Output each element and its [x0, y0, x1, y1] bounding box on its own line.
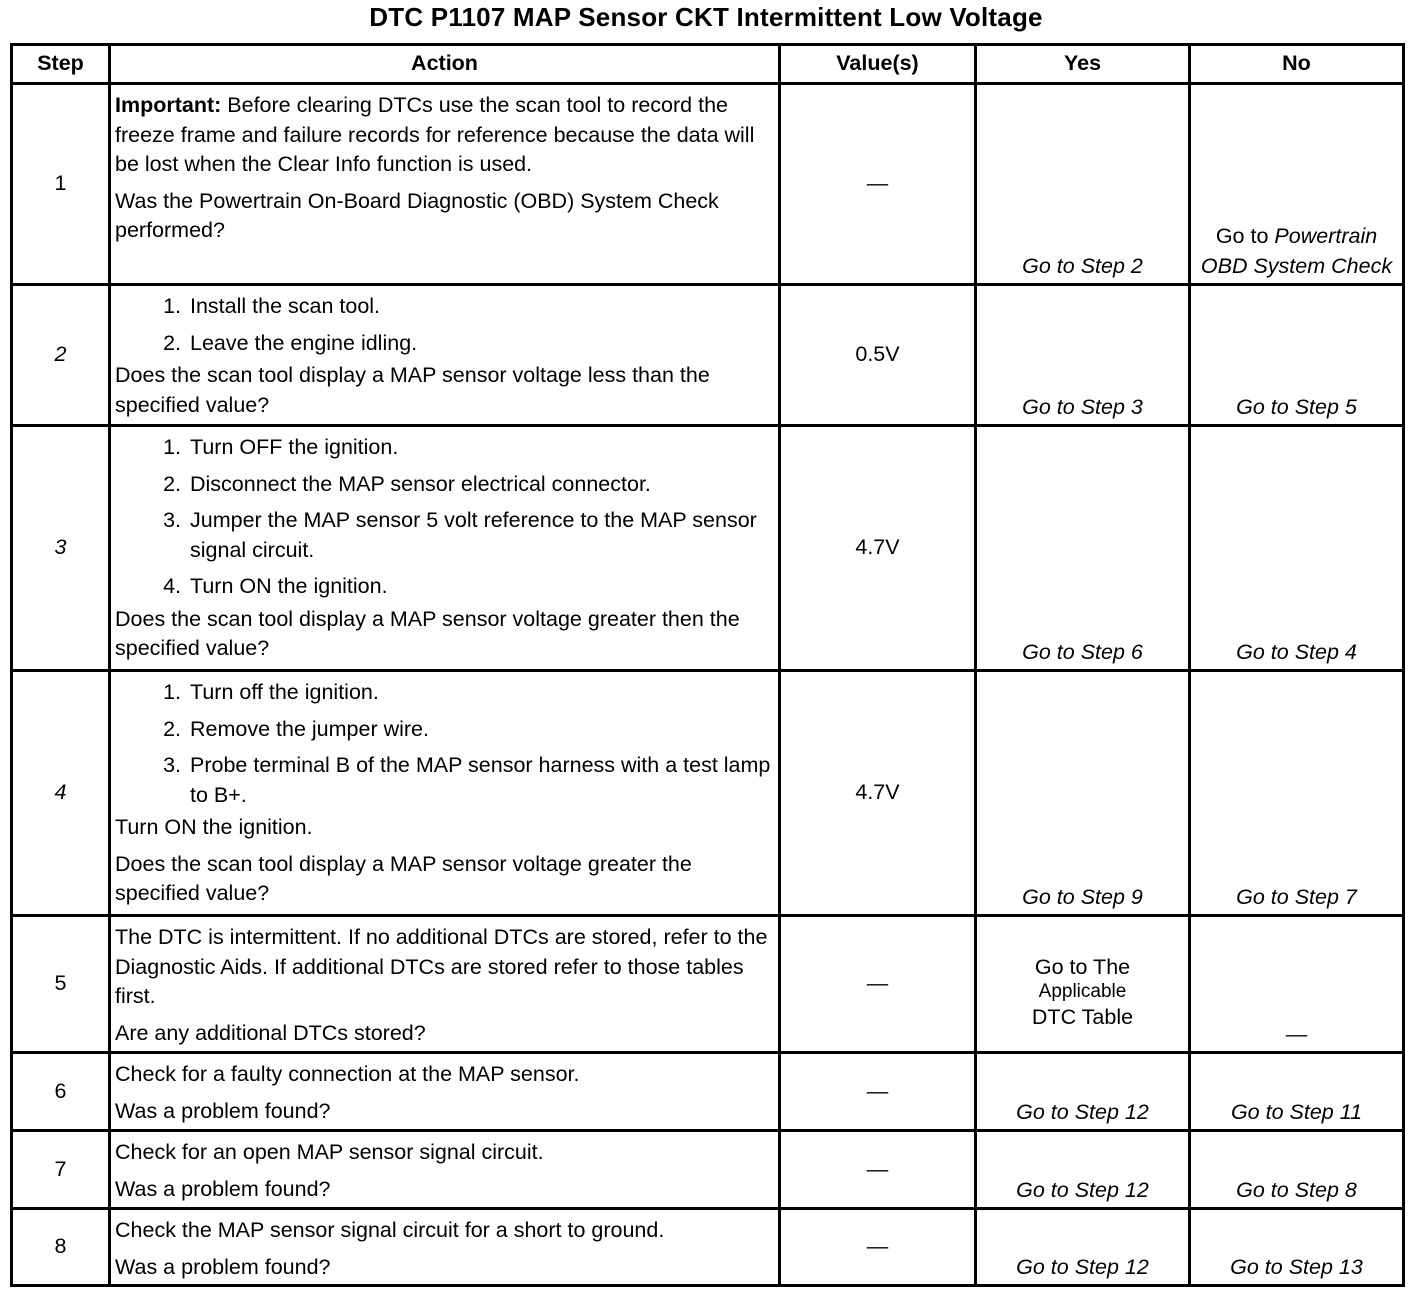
value-cell: 4.7V	[780, 426, 976, 671]
header-action: Action	[110, 45, 780, 84]
important-note	[115, 91, 772, 180]
yes-line: Go to The	[1034, 955, 1131, 979]
step-number: 4	[12, 671, 110, 916]
question-text: Was a problem found?	[115, 1254, 331, 1279]
yes-cell: Go to Step 9	[976, 671, 1190, 916]
question-text: Was a problem found?	[115, 1098, 331, 1123]
yes-cell: Go to Step 6	[976, 426, 1190, 671]
question-text: Does the scan tool display a MAP sensor voltage less than the specified value?	[115, 363, 710, 417]
no-cell: Go to Step 13	[1190, 1209, 1404, 1286]
question-text: Are any additional DTCs stored?	[115, 1020, 426, 1045]
table-header-row	[12, 45, 1404, 84]
no-cell: —	[1190, 916, 1404, 1053]
no-cell: Go to Step 4	[1190, 426, 1404, 671]
description-text: Check for a faulty connection at the MAP sensor.	[115, 1062, 580, 1086]
yes-cell: Go to Step 3	[976, 285, 1190, 426]
step-number: 5	[12, 916, 110, 1053]
no-cell: Go to Step 8	[1190, 1131, 1404, 1209]
no-cell: Go to Step 11	[1190, 1053, 1404, 1131]
yes-cell: Go to Step 12	[976, 1209, 1190, 1286]
table-row	[12, 84, 1404, 285]
action-cell	[110, 1131, 780, 1209]
question-text: Was a problem found?	[115, 1176, 331, 1201]
description-text: Check for an open MAP sensor signal circuit.	[115, 1140, 544, 1164]
value-cell: —	[780, 1131, 976, 1209]
step-number: 3	[12, 426, 110, 671]
value-cell: 4.7V	[780, 671, 976, 916]
question-text: Does the scan tool display a MAP sensor voltage greater the specified value?	[115, 851, 692, 905]
step-number: 1	[12, 84, 110, 285]
important-label: Important:	[115, 93, 222, 117]
no-cell: Go to Step 5	[1190, 285, 1404, 426]
table-row	[12, 1131, 1404, 1209]
action-cell	[110, 916, 780, 1053]
question-text: Does the scan tool display a MAP sensor voltage greater then the specified value?	[115, 606, 740, 660]
action-cell	[110, 285, 780, 426]
page-title: DTC P1107 MAP Sensor CKT Intermittent Low Voltage	[369, 2, 1043, 32]
yes-cell: Go to Step 12	[976, 1053, 1190, 1131]
list-item: 3. Probe terminal B of the MAP sensor harness with a test lamp to B+.	[163, 753, 771, 807]
table-row	[12, 671, 1404, 916]
step-number: 8	[12, 1209, 110, 1286]
note-text: Turn ON the ignition.	[115, 815, 313, 839]
list-item: 2. Disconnect the MAP sensor electrical connector.	[163, 471, 651, 496]
action-list	[115, 678, 772, 810]
question-text: Was the Powertrain On-Board Diagnostic (OBD) System Check performed?	[115, 188, 719, 242]
yes-cell: Go to Step 2	[976, 84, 1190, 285]
no-cell	[1190, 84, 1404, 285]
action-list	[115, 292, 772, 358]
list-item: 4. Turn ON the ignition.	[163, 574, 388, 598]
step-number: 7	[12, 1131, 110, 1209]
value-cell: —	[780, 84, 976, 285]
yes-line: Applicable	[1038, 981, 1127, 1002]
table-row	[12, 285, 1404, 426]
header-yes: Yes	[976, 45, 1190, 84]
value-cell: —	[780, 1053, 976, 1131]
header-no: No	[1190, 45, 1404, 84]
yes-cell	[976, 916, 1190, 1053]
action-cell	[110, 84, 780, 285]
value-cell: —	[780, 916, 976, 1053]
step-number: 6	[12, 1053, 110, 1131]
action-cell	[110, 426, 780, 671]
action-cell	[110, 1209, 780, 1286]
no-prefix: Go to	[1215, 224, 1269, 248]
diagnostic-table	[10, 43, 1405, 1287]
value-cell: 0.5V	[780, 285, 976, 426]
header-step: Step	[12, 45, 110, 84]
table-row	[12, 1209, 1404, 1286]
table-row	[12, 1053, 1404, 1131]
action-cell	[110, 1053, 780, 1131]
value-cell: —	[780, 1209, 976, 1286]
table-row	[12, 426, 1404, 671]
action-cell	[110, 671, 780, 916]
yes-cell: Go to Step 12	[976, 1131, 1190, 1209]
list-item: 1. Install the scan tool.	[163, 294, 381, 318]
description-text: The DTC is intermittent. If no additional DTCs are stored, refer to the Diagnostic Aids. If additional DTCs are stored refer to those tables first.	[115, 925, 768, 1008]
description-text: Check the MAP sensor signal circuit for a short to ground.	[115, 1218, 665, 1242]
no-cell: Go to Step 7	[1190, 671, 1404, 916]
yes-line: DTC Table	[1031, 1005, 1134, 1029]
list-item: 3. Jumper the MAP sensor 5 volt reference to the MAP sensor signal circuit.	[163, 508, 757, 562]
list-item: 2. Remove the jumper wire.	[163, 716, 429, 741]
no-link: Powertrain OBD System Check	[1200, 224, 1393, 278]
list-item: 2. Leave the engine idling.	[163, 330, 418, 355]
header-value: Value(s)	[780, 45, 976, 84]
list-item: 1. Turn off the ignition.	[163, 680, 379, 704]
list-item: 1. Turn OFF the ignition.	[163, 435, 399, 459]
important-text: Before clearing DTCs use the scan tool to record the freeze frame and failure records for reference because the data will be lost when the Clear Info function is used.	[115, 93, 755, 176]
action-list	[115, 433, 772, 602]
table-row	[12, 916, 1404, 1053]
step-number: 2	[12, 285, 110, 426]
